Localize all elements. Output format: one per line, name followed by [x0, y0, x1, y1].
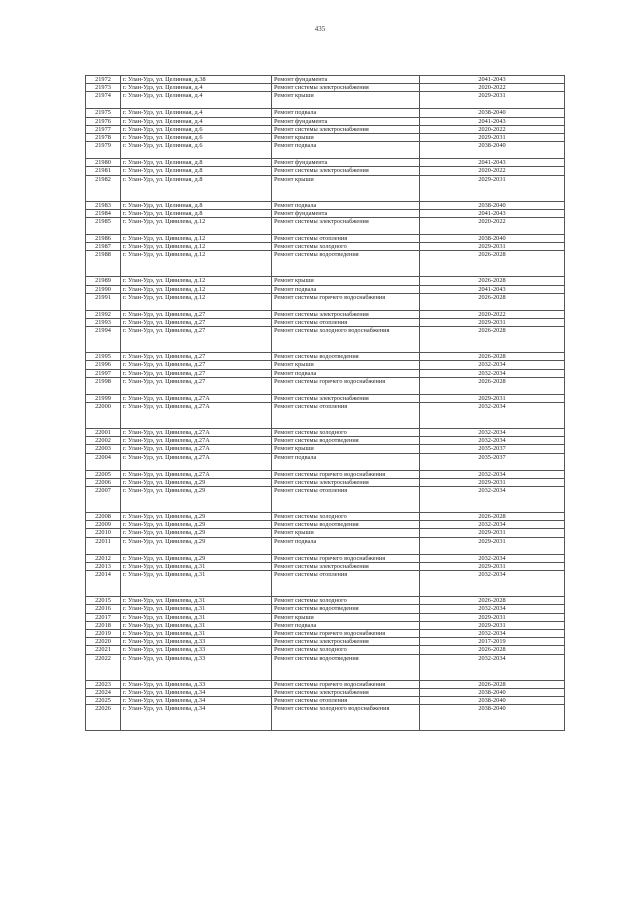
address-cell: г. Улан-Удэ, ул. Цивилева, д.27: [121, 310, 272, 318]
years-cell: 2029-2031: [420, 621, 565, 629]
row-number-cell: 22015: [86, 597, 121, 605]
table-row: [86, 571, 565, 597]
row-number-cell: 22016: [86, 605, 121, 613]
table-row: [86, 310, 565, 318]
work-type-cell: Ремонт крыши: [272, 134, 420, 142]
row-number-cell: 22006: [86, 478, 121, 486]
row-number-cell: 22022: [86, 654, 121, 680]
row-number-cell: 22000: [86, 403, 121, 429]
table-row: [86, 327, 565, 353]
table-row: [86, 243, 565, 251]
address-cell: г. Улан-Удэ, ул. Целинная, д.8: [121, 159, 272, 167]
work-type-cell: Ремонт фундамента: [272, 209, 420, 217]
years-cell: 2032-2034: [420, 361, 565, 369]
years-cell: 2020-2022: [420, 125, 565, 133]
row-number-cell: 22010: [86, 529, 121, 537]
table-row: [86, 125, 565, 133]
address-cell: г. Улан-Удэ, ул. Цивилева, д.27А: [121, 429, 272, 437]
years-cell: 2026-2028: [420, 513, 565, 521]
address-cell: г. Улан-Удэ, ул. Цивилева, д.34: [121, 696, 272, 704]
row-number-cell: 21981: [86, 167, 121, 175]
table-row: [86, 159, 565, 167]
row-number-cell: 21978: [86, 134, 121, 142]
work-type-cell: Ремонт системы электроснабжения: [272, 218, 420, 235]
row-number-cell: 22012: [86, 554, 121, 562]
work-type-cell: Ремонт подвала: [272, 201, 420, 209]
years-cell: 2038-2040: [420, 109, 565, 117]
row-number-cell: 22008: [86, 513, 121, 521]
row-number-cell: 21975: [86, 109, 121, 117]
table-row: [86, 445, 565, 453]
years-cell: 2026-2028: [420, 277, 565, 285]
work-type-cell: Ремонт системы холодного водоснабжения: [272, 327, 420, 353]
work-type-cell: Ремонт крыши: [272, 277, 420, 285]
table-row: [86, 92, 565, 109]
row-number-cell: 21998: [86, 377, 121, 394]
years-cell: 2020-2022: [420, 218, 565, 235]
work-type-cell: Ремонт подвала: [272, 621, 420, 629]
row-number-cell: 22023: [86, 680, 121, 688]
row-number-cell: 21990: [86, 285, 121, 293]
address-cell: г. Улан-Удэ, ул. Цивилева, д.29: [121, 521, 272, 529]
row-number-cell: 21972: [86, 76, 121, 84]
row-number-cell: 21999: [86, 394, 121, 402]
table-row: [86, 429, 565, 437]
table-row: [86, 613, 565, 621]
row-number-cell: 21977: [86, 125, 121, 133]
row-number-cell: 21982: [86, 175, 121, 201]
address-cell: г. Улан-Удэ, ул. Цивилева, д.12: [121, 277, 272, 285]
table-row: [86, 529, 565, 537]
address-cell: г. Улан-Удэ, ул. Цивилева, д.12: [121, 285, 272, 293]
address-cell: г. Улан-Удэ, ул. Цивилева, д.31: [121, 629, 272, 637]
row-number-cell: 21979: [86, 142, 121, 159]
table-row: [86, 478, 565, 486]
work-type-cell: Ремонт системы водоотведения: [272, 521, 420, 529]
years-cell: 2038-2040: [420, 235, 565, 243]
row-number-cell: 21980: [86, 159, 121, 167]
years-cell: 2038-2040: [420, 688, 565, 696]
address-cell: г. Улан-Удэ, ул. Целинная, д.6: [121, 142, 272, 159]
years-cell: 2032-2034: [420, 437, 565, 445]
years-cell: 2026-2028: [420, 251, 565, 277]
table-row: [86, 209, 565, 217]
years-cell: 2032-2034: [420, 571, 565, 597]
table-row: [86, 251, 565, 277]
work-type-cell: Ремонт крыши: [272, 175, 420, 201]
work-type-cell: Ремонт крыши: [272, 613, 420, 621]
years-cell: 2017-2019: [420, 638, 565, 646]
table-row: [86, 453, 565, 470]
address-cell: г. Улан-Удэ, ул. Целинная, д.4: [121, 117, 272, 125]
table-row: [86, 109, 565, 117]
address-cell: г. Улан-Удэ, ул. Цивилева, д.27А: [121, 403, 272, 429]
address-cell: г. Улан-Удэ, ул. Цивилева, д.29: [121, 529, 272, 537]
work-type-cell: Ремонт крыши: [272, 92, 420, 109]
work-type-cell: Ремонт крыши: [272, 445, 420, 453]
row-number-cell: 21983: [86, 201, 121, 209]
table-row: [86, 76, 565, 84]
years-cell: 2035-2037: [420, 445, 565, 453]
work-type-cell: Ремонт системы электроснабжения: [272, 84, 420, 92]
table-row: [86, 175, 565, 201]
address-cell: г. Улан-Удэ, ул. Цивилева, д.29: [121, 478, 272, 486]
row-number-cell: 22004: [86, 453, 121, 470]
table-row: [86, 487, 565, 513]
address-cell: г. Улан-Удэ, ул. Цивилева, д.12: [121, 251, 272, 277]
row-number-cell: 22021: [86, 646, 121, 654]
address-cell: г. Улан-Удэ, ул. Цивилева, д.27: [121, 327, 272, 353]
work-type-cell: Ремонт системы холодного водоснабжения: [272, 705, 420, 731]
work-type-cell: Ремонт системы электроснабжения: [272, 167, 420, 175]
address-cell: г. Улан-Удэ, ул. Цивилева, д.27: [121, 369, 272, 377]
table-row: [86, 142, 565, 159]
address-cell: г. Улан-Удэ, ул. Целинная, д.8: [121, 201, 272, 209]
row-number-cell: 21997: [86, 369, 121, 377]
years-cell: 2029-2031: [420, 529, 565, 537]
address-cell: г. Улан-Удэ, ул. Цивилева, д.27А: [121, 445, 272, 453]
table-row: [86, 521, 565, 529]
address-cell: г. Улан-Удэ, ул. Целинная, д.38: [121, 76, 272, 84]
years-cell: 2029-2031: [420, 92, 565, 109]
address-cell: г. Улан-Удэ, ул. Цивилева, д.31: [121, 613, 272, 621]
table-row: [86, 201, 565, 209]
years-cell: 2029-2031: [420, 319, 565, 327]
years-cell: 2026-2028: [420, 597, 565, 605]
address-cell: г. Улан-Удэ, ул. Цивилева, д.31: [121, 621, 272, 629]
years-cell: 2026-2028: [420, 327, 565, 353]
row-number-cell: 21987: [86, 243, 121, 251]
work-type-cell: Ремонт системы горячего водоснабжения: [272, 470, 420, 478]
row-number-cell: 21973: [86, 84, 121, 92]
row-number-cell: 22011: [86, 537, 121, 554]
row-number-cell: 22005: [86, 470, 121, 478]
address-cell: г. Улан-Удэ, ул. Целинная, д.8: [121, 167, 272, 175]
work-type-cell: Ремонт системы отопления: [272, 571, 420, 597]
address-cell: г. Улан-Удэ, ул. Целинная, д.4: [121, 92, 272, 109]
table-row: [86, 134, 565, 142]
work-type-cell: Ремонт фундамента: [272, 159, 420, 167]
table-row: [86, 562, 565, 570]
address-cell: г. Улан-Удэ, ул. Цивилева, д.29: [121, 513, 272, 521]
row-number-cell: 22018: [86, 621, 121, 629]
work-type-cell: Ремонт системы холодного: [272, 597, 420, 605]
work-type-cell: Ремонт системы отопления: [272, 235, 420, 243]
row-number-cell: 22009: [86, 521, 121, 529]
row-number-cell: 21985: [86, 218, 121, 235]
work-type-cell: Ремонт подвала: [272, 369, 420, 377]
table-row: [86, 377, 565, 394]
years-cell: 2041-2043: [420, 76, 565, 84]
table-row: [86, 537, 565, 554]
address-cell: г. Улан-Удэ, ул. Цивилева, д.27: [121, 353, 272, 361]
table-row: [86, 629, 565, 637]
table-row: [86, 167, 565, 175]
address-cell: г. Улан-Удэ, ул. Цивилева, д.29: [121, 487, 272, 513]
years-cell: 2038-2040: [420, 705, 565, 731]
table-body: [86, 76, 565, 731]
address-cell: г. Улан-Удэ, ул. Целинная, д.8: [121, 175, 272, 201]
table-row: [86, 218, 565, 235]
row-number-cell: 21991: [86, 293, 121, 310]
years-cell: 2020-2022: [420, 167, 565, 175]
address-cell: г. Улан-Удэ, ул. Цивилева, д.33: [121, 680, 272, 688]
table-row: [86, 285, 565, 293]
years-cell: 2029-2031: [420, 562, 565, 570]
years-cell: 2035-2037: [420, 453, 565, 470]
years-cell: 2041-2043: [420, 285, 565, 293]
work-type-cell: Ремонт подвала: [272, 142, 420, 159]
address-cell: г. Улан-Удэ, ул. Целинная, д.8: [121, 209, 272, 217]
address-cell: г. Улан-Удэ, ул. Цивилева, д.34: [121, 688, 272, 696]
table-row: [86, 705, 565, 731]
row-number-cell: 21974: [86, 92, 121, 109]
row-number-cell: 22019: [86, 629, 121, 637]
work-type-cell: Ремонт системы электроснабжения: [272, 638, 420, 646]
years-cell: 2029-2031: [420, 478, 565, 486]
work-type-cell: Ремонт системы холодного: [272, 646, 420, 654]
row-number-cell: 21976: [86, 117, 121, 125]
table-row: [86, 84, 565, 92]
years-cell: 2029-2031: [420, 175, 565, 201]
address-cell: г. Улан-Удэ, ул. Цивилева, д.27: [121, 361, 272, 369]
years-cell: 2029-2031: [420, 394, 565, 402]
years-cell: 2032-2034: [420, 403, 565, 429]
years-cell: 2032-2034: [420, 369, 565, 377]
years-cell: 2032-2034: [420, 470, 565, 478]
address-cell: г. Улан-Удэ, ул. Цивилева, д.31: [121, 597, 272, 605]
table-row: [86, 369, 565, 377]
address-cell: г. Улан-Удэ, ул. Цивилева, д.27А: [121, 453, 272, 470]
work-type-cell: Ремонт системы горячего водоснабжения: [272, 680, 420, 688]
work-type-cell: Ремонт системы электроснабжения: [272, 125, 420, 133]
table-row: [86, 597, 565, 605]
address-cell: г. Улан-Удэ, ул. Цивилева, д.33: [121, 646, 272, 654]
row-number-cell: 22001: [86, 429, 121, 437]
address-cell: г. Улан-Удэ, ул. Целинная, д.6: [121, 125, 272, 133]
row-number-cell: 21986: [86, 235, 121, 243]
row-number-cell: 22002: [86, 437, 121, 445]
years-cell: 2026-2028: [420, 353, 565, 361]
years-cell: 2032-2034: [420, 487, 565, 513]
work-type-cell: Ремонт системы отопления: [272, 696, 420, 704]
address-cell: г. Улан-Удэ, ул. Цивилева, д.31: [121, 571, 272, 597]
repair-schedule-table: [85, 75, 565, 731]
address-cell: г. Улан-Удэ, ул. Целинная, д.4: [121, 109, 272, 117]
address-cell: г. Улан-Удэ, ул. Цивилева, д.29: [121, 537, 272, 554]
years-cell: 2038-2040: [420, 201, 565, 209]
table-row: [86, 470, 565, 478]
work-type-cell: Ремонт системы отопления: [272, 487, 420, 513]
table-row: [86, 688, 565, 696]
work-type-cell: Ремонт системы электроснабжения: [272, 562, 420, 570]
table-row: [86, 361, 565, 369]
address-cell: г. Улан-Удэ, ул. Цивилева, д.33: [121, 654, 272, 680]
row-number-cell: 22013: [86, 562, 121, 570]
table-row: [86, 394, 565, 402]
work-type-cell: Ремонт системы электроснабжения: [272, 478, 420, 486]
address-cell: г. Улан-Удэ, ул. Цивилева, д.12: [121, 293, 272, 310]
table-row: [86, 638, 565, 646]
work-type-cell: Ремонт системы отопления: [272, 319, 420, 327]
years-cell: 2026-2028: [420, 680, 565, 688]
table-row: [86, 353, 565, 361]
row-number-cell: 22003: [86, 445, 121, 453]
years-cell: 2032-2034: [420, 654, 565, 680]
work-type-cell: Ремонт системы водоотведения: [272, 605, 420, 613]
table-row: [86, 403, 565, 429]
row-number-cell: 22017: [86, 613, 121, 621]
table-row: [86, 646, 565, 654]
work-type-cell: Ремонт системы водоотведения: [272, 437, 420, 445]
row-number-cell: 22020: [86, 638, 121, 646]
page-number: 435: [314, 25, 326, 33]
table-row: [86, 277, 565, 285]
years-cell: 2032-2034: [420, 429, 565, 437]
work-type-cell: Ремонт системы горячего водоснабжения: [272, 377, 420, 394]
address-cell: г. Улан-Удэ, ул. Цивилева, д.27А: [121, 437, 272, 445]
row-number-cell: 22026: [86, 705, 121, 731]
years-cell: 2026-2028: [420, 293, 565, 310]
years-cell: 2032-2034: [420, 521, 565, 529]
address-cell: г. Улан-Удэ, ул. Целинная, д.4: [121, 84, 272, 92]
table-row: [86, 654, 565, 680]
years-cell: 2032-2034: [420, 554, 565, 562]
address-cell: г. Улан-Удэ, ул. Цивилева, д.31: [121, 562, 272, 570]
table-row: [86, 680, 565, 688]
work-type-cell: Ремонт системы водоотведения: [272, 353, 420, 361]
table-row: [86, 513, 565, 521]
table-row: [86, 696, 565, 704]
work-type-cell: Ремонт подвала: [272, 109, 420, 117]
work-type-cell: Ремонт системы холодного: [272, 429, 420, 437]
address-cell: г. Улан-Удэ, ул. Целинная, д.6: [121, 134, 272, 142]
years-cell: 2029-2031: [420, 134, 565, 142]
address-cell: г. Улан-Удэ, ул. Цивилева, д.12: [121, 243, 272, 251]
address-cell: г. Улан-Удэ, ул. Цивилева, д.12: [121, 218, 272, 235]
address-cell: г. Улан-Удэ, ул. Цивилева, д.27: [121, 319, 272, 327]
table-row: [86, 554, 565, 562]
work-type-cell: Ремонт крыши: [272, 361, 420, 369]
years-cell: 2041-2043: [420, 209, 565, 217]
address-cell: г. Улан-Удэ, ул. Цивилева, д.27А: [121, 470, 272, 478]
work-type-cell: Ремонт системы водоотведения: [272, 654, 420, 680]
years-cell: 2020-2022: [420, 310, 565, 318]
work-type-cell: Ремонт крыши: [272, 529, 420, 537]
row-number-cell: 22024: [86, 688, 121, 696]
table-row: [86, 293, 565, 310]
years-cell: 2029-2031: [420, 243, 565, 251]
table-row: [86, 319, 565, 327]
table-row: [86, 117, 565, 125]
row-number-cell: 21995: [86, 353, 121, 361]
table-row: [86, 235, 565, 243]
work-type-cell: Ремонт системы холодного: [272, 513, 420, 521]
work-type-cell: Ремонт системы водоотведения: [272, 251, 420, 277]
table-row: [86, 437, 565, 445]
years-cell: 2041-2043: [420, 117, 565, 125]
work-type-cell: Ремонт подвала: [272, 453, 420, 470]
row-number-cell: 21994: [86, 327, 121, 353]
row-number-cell: 21996: [86, 361, 121, 369]
address-cell: г. Улан-Удэ, ул. Цивилева, д.27А: [121, 394, 272, 402]
table-row: [86, 605, 565, 613]
row-number-cell: 22014: [86, 571, 121, 597]
work-type-cell: Ремонт системы холодного: [272, 243, 420, 251]
work-type-cell: Ремонт системы электроснабжения: [272, 310, 420, 318]
work-type-cell: Ремонт системы горячего водоснабжения: [272, 554, 420, 562]
row-number-cell: 21993: [86, 319, 121, 327]
row-number-cell: 21989: [86, 277, 121, 285]
address-cell: г. Улан-Удэ, ул. Цивилева, д.27: [121, 377, 272, 394]
work-type-cell: Ремонт подвала: [272, 285, 420, 293]
work-type-cell: Ремонт подвала: [272, 537, 420, 554]
work-type-cell: Ремонт системы отопления: [272, 403, 420, 429]
table-row: [86, 621, 565, 629]
address-cell: г. Улан-Удэ, ул. Цивилева, д.12: [121, 235, 272, 243]
row-number-cell: 21988: [86, 251, 121, 277]
row-number-cell: 22025: [86, 696, 121, 704]
row-number-cell: 21984: [86, 209, 121, 217]
years-cell: 2032-2034: [420, 605, 565, 613]
years-cell: 2038-2040: [420, 142, 565, 159]
work-type-cell: Ремонт системы горячего водоснабжения: [272, 293, 420, 310]
address-cell: г. Улан-Удэ, ул. Цивилева, д.29: [121, 554, 272, 562]
years-cell: 2032-2034: [420, 629, 565, 637]
row-number-cell: 21992: [86, 310, 121, 318]
work-type-cell: Ремонт фундамента: [272, 117, 420, 125]
work-type-cell: Ремонт системы электроснабжения: [272, 688, 420, 696]
address-cell: г. Улан-Удэ, ул. Цивилева, д.33: [121, 638, 272, 646]
years-cell: 2029-2031: [420, 537, 565, 554]
work-type-cell: Ремонт системы электроснабжения: [272, 394, 420, 402]
years-cell: 2020-2022: [420, 84, 565, 92]
years-cell: 2038-2040: [420, 696, 565, 704]
years-cell: 2041-2043: [420, 159, 565, 167]
work-type-cell: Ремонт системы горячего водоснабжения: [272, 629, 420, 637]
years-cell: 2026-2028: [420, 377, 565, 394]
work-type-cell: Ремонт фундамента: [272, 76, 420, 84]
address-cell: г. Улан-Удэ, ул. Цивилева, д.31: [121, 605, 272, 613]
row-number-cell: 22007: [86, 487, 121, 513]
years-cell: 2026-2028: [420, 646, 565, 654]
years-cell: 2029-2031: [420, 613, 565, 621]
address-cell: г. Улан-Удэ, ул. Цивилева, д.34: [121, 705, 272, 731]
